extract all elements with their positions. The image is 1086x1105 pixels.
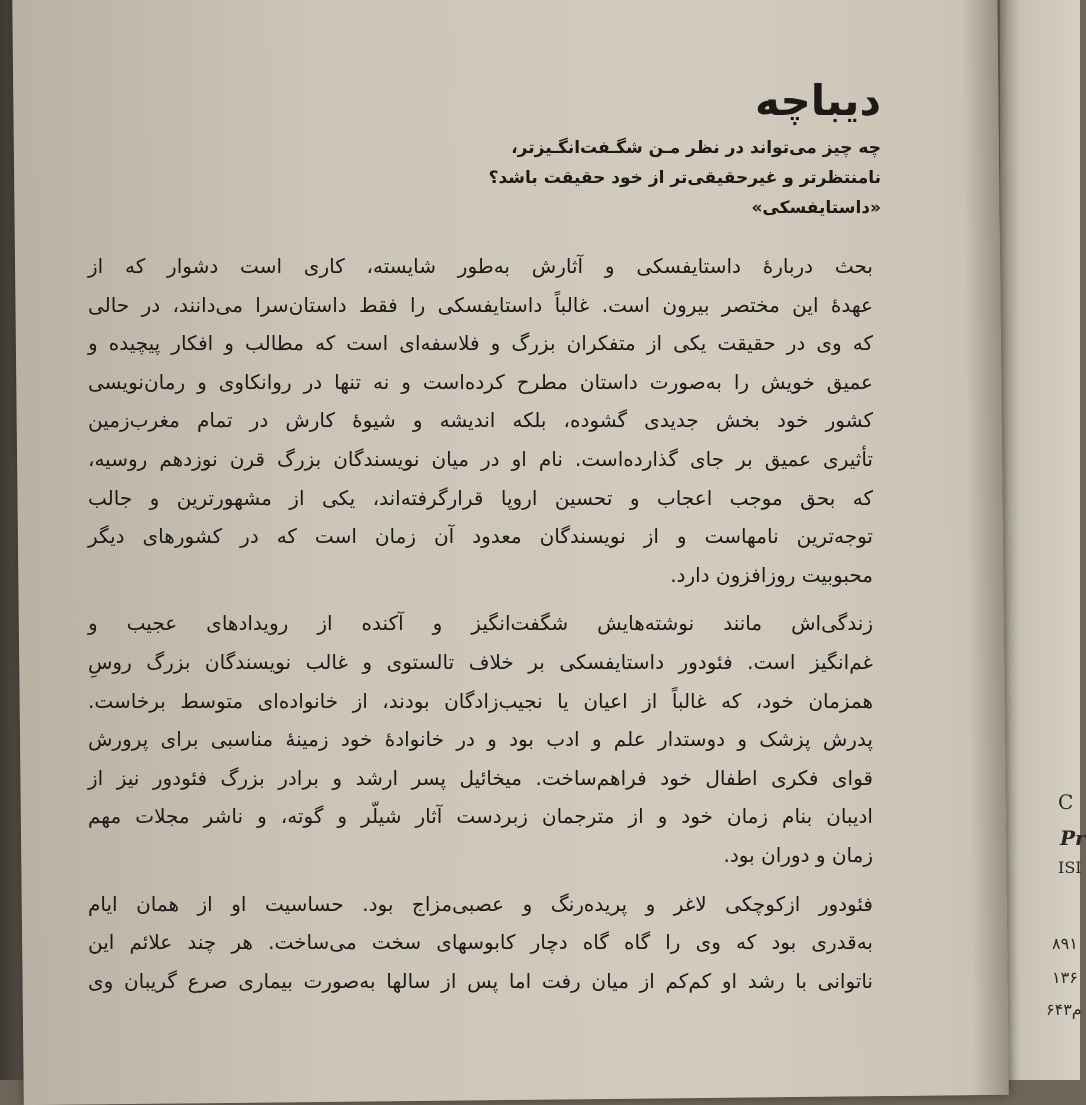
text-line: زندگی‌اش مانند نوشته‌هایش شگفت‌انگیز و آکنده از رویدادهای عجیب و [88,611,873,636]
right-page-fragment: ISI [1058,858,1082,877]
text-line: که بحق موجب اعجاب و تحسین اروپا قرارگرفته‌اند، یکی از مشهورترین و جالب [88,485,873,510]
right-page-fragment: Pr [1060,826,1086,850]
text-line: بحث دربارۀ داستایفسکی و آثارش به‌طور شایسته، کاری است دشوار که از [88,254,873,278]
paragraph [88,247,873,594]
epigraph [88,133,881,223]
chapter-title: دیباچه [755,76,881,125]
text-line: ادیبان بنام زمان خود و از مترجمان زبردست آثار شیلّر و گوته، و ناشر مجلات مهم [88,804,873,829]
right-page-fragment: C [1058,790,1074,814]
text-line: قوای فکری اطفال خود فراهم‌ساخت. میخائیل پسر ارشد و برادر بزرگ فئودور نیز از [88,765,873,790]
right-page-fragment: ۸۹۱ [1052,934,1078,953]
epigraph-line: نامنتظرتر و غیرحقیقی‌تر از خود حقیقت باشد؟ [488,168,881,188]
paragraph [88,604,873,874]
text-line: غم‌انگیز است. فئودور داستایفسکی بر خلاف تالستوی و غالب نویسندگان بزرگ روسِ [88,649,873,674]
text-line: که وی در حقیقت یکی از متفکران بزرگ و فلاسفه‌ای است که مطالب و افکار پیچیده و [88,331,873,356]
paragraph [88,885,873,1001]
text-line: توجه‌ترین نامهاست و از نویسندگان معدود آن زمان است که در کشورهای دیگر [88,524,873,549]
adjacent-page [1000,0,1086,1080]
text-line: به‌قدری بود که وی را گاه گاه دچار کابوسهای سخت می‌ساخت. هر چند علائم این [88,930,873,955]
text-line: همزمان خود، که غالباً از اعیان یا نجیب‌زادگان بودند، از خانواده‌ای متوسط برخاست. [88,688,873,713]
text-line: ناتوانی با رشد او کم‌کم از میان رفت اما پس از سالها به‌صورت بیماری صرع گریبان وی [88,968,873,993]
text-line: فئودور ازکوچکی لاغر و پریده‌رنگ و عصبی‌مزاج بود. حساسیت او از همان ایام [88,891,873,916]
text-line: زمان و دوران بود. [723,842,873,867]
text-line: محبوبیت روزافزون دارد. [670,562,873,587]
epigraph-line: چه چیز می‌تواند در نظر مـن شگـفت‌انگـیزتر، [511,138,881,158]
text-line: تأثیری عمیق بر جای گذارده‌است. نام او در میان نویسندگان بزرگ قرن نوزدهم روسیه، [88,446,873,471]
body-text [88,247,873,1000]
text-line: عهدۀ این مختصر بیرون است. غالباً داستایفسکی را فقط داستان‌سرا می‌دانند، در حالی [88,292,873,317]
epigraph-attribution: «داستایفسکی» [751,198,881,218]
right-page-fragment: ۱۳۶ [1052,968,1078,987]
text-line: پدرش پزشک و دوستدار علم و ادب بود و در خانوادۀ خود زمینۀ مناسبی برای پرورش [88,727,873,752]
page-content [88,76,881,1010]
text-line: عمیق خویش را به‌صورت داستان مطرح کرده‌است و نه تنها در روانکاوی و رمان‌نویسی [88,369,873,394]
right-page-fragment: ۶۴۳م [1046,1000,1082,1019]
text-line: کشور خود بخش جدیدی گشوده، بلکه اندیشه و شیوۀ کارش در تمام مغرب‌زمین [88,408,873,433]
